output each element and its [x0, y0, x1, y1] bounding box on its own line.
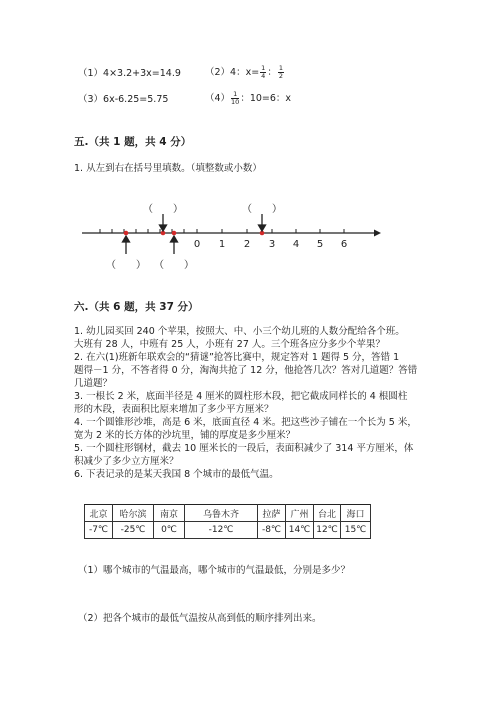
tick-label-3: 3: [268, 239, 276, 250]
temperature-cell: -25℃: [113, 522, 154, 539]
word-problem-line: 4. 一个圆锥形沙堆，高是 6 米，底面直径 4 米。把这些沙子铺在一个长为 5 米，: [74, 417, 417, 428]
tick-label-6: 6: [340, 239, 348, 250]
point-marker-c: [172, 231, 177, 236]
word-problem-line: 宽为 2 米的长方体的沙坑里，铺的厚度是多少厘米？: [74, 430, 296, 441]
temperature-cell: -8℃: [258, 522, 286, 539]
word-problem-line: 几道题？: [74, 378, 113, 389]
section-5-title: 五.（共 1 题，共 4 分）: [74, 136, 192, 148]
arrow-up-c-head: [171, 236, 178, 242]
sub-question-2: （2）把各个城市的最低气温按从高到低的顺序排列出来。: [78, 613, 322, 624]
number-line-arrowhead: [374, 230, 381, 237]
answer-bracket-c: （ ）: [154, 260, 194, 271]
city-cell: 北京: [85, 505, 113, 522]
table-row: [85, 505, 371, 522]
table-row: [85, 522, 371, 539]
fraction-one-half: $\frac{1}{2}$: [278, 64, 283, 80]
answer-bracket-a: （ ）: [106, 260, 146, 271]
word-problem-line: 1. 幼儿园买回 240 个苹果，按照大、中、小三个幼儿班的人数分配给各个班。: [74, 326, 405, 337]
city-cell: 广州: [286, 505, 314, 522]
temperature-cell: 15℃: [341, 522, 371, 539]
temperature-cell: -7℃: [85, 522, 113, 539]
tick-label-1: 1: [218, 239, 226, 250]
word-problem-line: 3. 一根长 2 米，底面半径是 4 厘米的圆柱形木段，把它截成同样长的 4 根圆柱: [74, 391, 408, 402]
equation-1: （1）4×3.2+3x=14.9: [78, 68, 181, 79]
sub-question-1: （1）哪个城市的气温最高，哪个城市的气温最低，分别是多少？: [78, 565, 351, 576]
word-problem-line: 形的木段，表面积比原来增加了多少平方厘米？: [74, 404, 274, 415]
word-problem-line: 题得－1 分，不答者得 0 分，淘淘共抢了 12 分，他抢答几次？答对几道题？答错: [74, 365, 418, 376]
tick-label-4: 4: [292, 239, 300, 250]
arrow-down-d-head: [259, 225, 266, 231]
city-cell: 海口: [341, 505, 371, 522]
temperature-cell: 12℃: [314, 522, 341, 539]
temperature-table: [84, 504, 371, 539]
section-5-question-1: 1. 从左到右在括号里填数。（填整数或小数）: [74, 163, 262, 174]
tick-label-2: 2: [243, 239, 251, 250]
section-6-title: 六.（共 6 题，共 37 分）: [74, 301, 199, 313]
city-cell: 乌鲁木齐: [185, 505, 258, 522]
arrow-up-a-head: [123, 236, 130, 242]
word-problem-line: 6. 下表记录的是某天我国 8 个城市的最低气温。: [74, 469, 279, 480]
equation-2-ratio-sign: ：: [267, 67, 277, 78]
word-problem-line: 2. 在六(1)班新年联欢会的“猜谜”抢答比赛中，规定答对 1 题得 5 分，答错 1: [74, 352, 400, 363]
equation-4-suffix: ：10=6：x: [240, 93, 292, 104]
number-line: [0, 0, 500, 290]
city-cell: 南京: [154, 505, 185, 522]
city-cell: 拉萨: [258, 505, 286, 522]
word-problem-line: 5. 一个圆柱形钢材，截去 10 厘米长的一段后，表面积减少了 314 平方厘米，体: [74, 443, 414, 454]
city-cell: 哈尔滨: [113, 505, 154, 522]
arrow-down-b-head: [160, 225, 167, 231]
equation-2-prefix: （2）4：x=: [205, 67, 260, 78]
temperature-cell: 0℃: [154, 522, 185, 539]
fraction-one-quarter: $\frac{1}{4}$: [261, 64, 266, 80]
word-problem-line: 积减少了多少立方厘米？: [74, 456, 179, 467]
temperature-cell: 14℃: [286, 522, 314, 539]
answer-bracket-d: （ ）: [242, 204, 282, 215]
equation-3: （3）6x-6.25=5.75: [78, 94, 169, 105]
fraction-one-tenth: $\frac{1}{10}$: [231, 90, 240, 106]
tick-label-5: 5: [316, 239, 324, 250]
equation-4-prefix: （4）: [205, 93, 231, 104]
city-cell: 台北: [314, 505, 341, 522]
point-marker-a: [124, 231, 129, 236]
answer-bracket-b: （ ）: [143, 204, 183, 215]
tick-label-0: 0: [193, 239, 201, 250]
word-problem-line: 大班有 28 人，中班有 25 人，小班有 27 人。三个班各应分多少个苹果？: [74, 339, 385, 350]
temperature-cell: -12℃: [185, 522, 258, 539]
